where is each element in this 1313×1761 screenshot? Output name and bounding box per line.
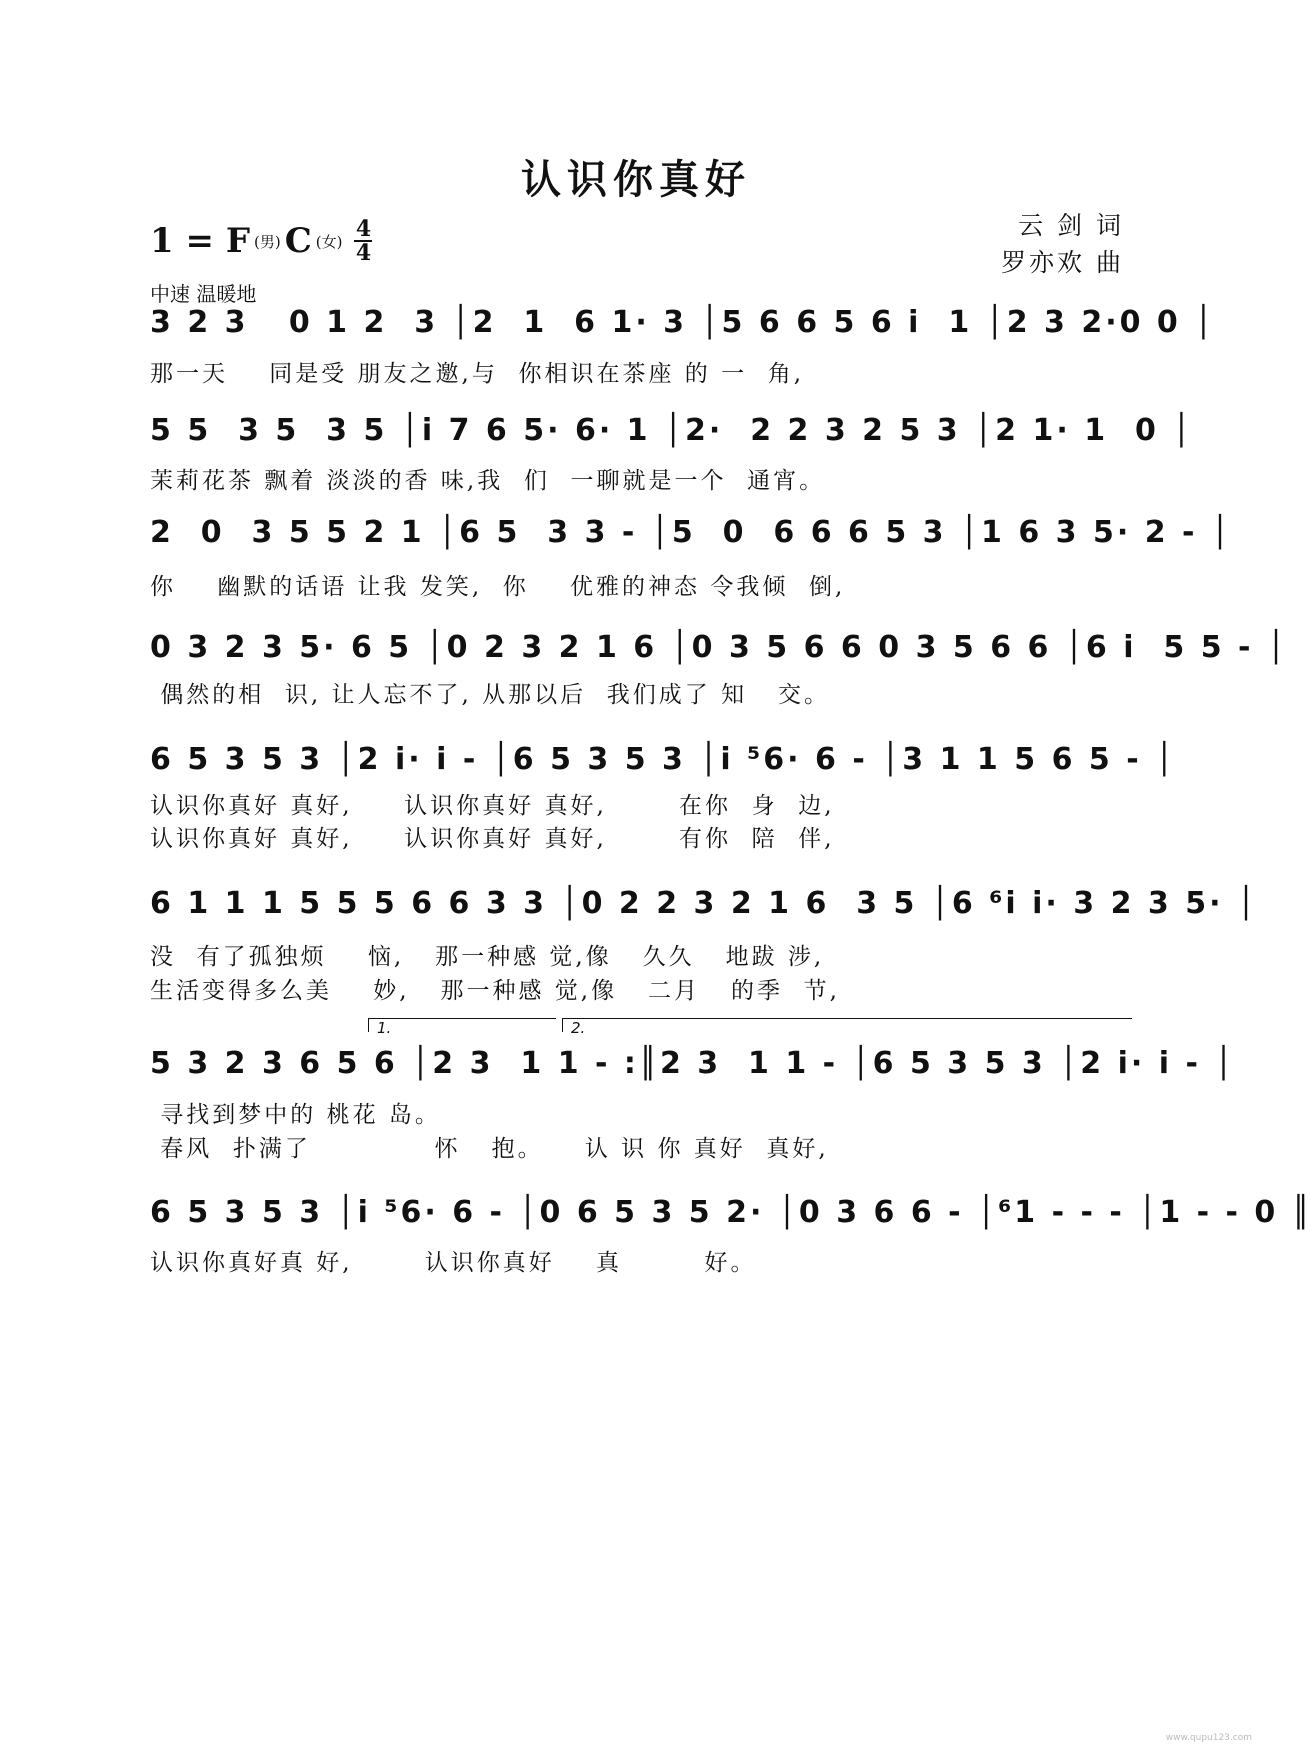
volta-first-ending: 1. [368, 1018, 556, 1032]
lyric-line-5a: 认识你真好 真好, 认识你真好 真好, 在你 身 边, [150, 793, 835, 819]
key-female-label: (女) [315, 232, 343, 251]
lyric-line-5b: 认识你真好 真好, 认识你真好 真好, 有你 陪 伴, [150, 826, 835, 852]
watermark: www.qupu123.com [1165, 1733, 1252, 1743]
key-prefix: 1 = F [150, 221, 250, 261]
lyric-line-2: 茉莉花茶 飘着 淡淡的香 味,我 们 一聊就是一个 通宵。 [150, 468, 826, 494]
lyric-line-6a: 没 有了孤独烦 恼, 那一种感 觉,像 久久 地跋 涉, [150, 944, 825, 970]
notation-line-5: 6 5 3 5 3 │2 i· i - │6 5 3 5 3 │i ⁵6· 6 - │3 1 1 5 6 5 - │ [150, 742, 1177, 777]
lyric-line-3: 你 幽默的话语 让我 发笑, 你 优雅的神态 令我倾 倒, [150, 574, 846, 600]
time-unit: 4 [355, 240, 372, 266]
notation-line-7: 5 3 2 3 6 5 6 │2 3 1 1 - :║2 3 1 1 - │6 5 3 5 3 │2 i· i - │ [150, 1046, 1236, 1081]
key-signature [150, 218, 372, 264]
lyric-line-4: 偶然的相 识, 让人忘不了, 从那以后 我们成了 知 交。 [150, 682, 831, 708]
volta-second-ending: 2. [562, 1018, 1132, 1032]
lyric-line-7a: 寻找到梦中的 桃花 岛。 [150, 1102, 441, 1128]
tempo-marking: 中速 温暖地 [150, 282, 257, 306]
notation-line-1: 3 2 3 0 1 2 3 │2 1 6 1· 3 │5 6 6 5 6 i 1 │2 3 2·0 0 │ [150, 305, 1216, 340]
lyric-line-7b: 春风 扑满了 怀 抱。 认 识 你 真好 真好, [150, 1136, 829, 1162]
notation-line-4: 0 3 2 3 5· 6 5 │0 2 3 2 1 6 │0 3 5 6 6 0 3 5 6 6 │6 i 5 5 - │ [150, 630, 1288, 665]
composer-credit: 罗亦欢 曲 [1001, 248, 1124, 277]
lyric-line-8: 认识你真好真 好, 认识你真好 真 好。 [150, 1250, 757, 1276]
lyricist-credit: 云 剑 词 [1018, 211, 1124, 240]
lyric-line-1: 那一天 同是受 朋友之邀,与 你相识在茶座 的 一 角, [150, 361, 805, 387]
lyric-line-6b: 生活变得多么美 妙, 那一种感 觉,像 二月 的季 节, [150, 978, 840, 1004]
song-title: 认识你真好 [521, 156, 751, 203]
notation-line-2: 5 5 3 5 3 5 │i 7 6 5· 6· 1 │2· 2 2 3 2 5 3 │2 1· 1 0 │ [150, 413, 1194, 448]
time-signature [354, 218, 372, 264]
notation-line-6: 6 1 1 1 5 5 5 6 6 3 3 │0 2 2 3 2 1 6 3 5 │6 ⁶i i· 3 2 3 5· │ [150, 886, 1258, 921]
notation-line-3: 2 0 3 5 5 2 1 │6 5 3 3 - │5 0 6 6 6 5 3 │1 6 3 5· 2 - │ [150, 515, 1232, 550]
key-alt: C [284, 221, 312, 261]
notation-line-8: 6 5 3 5 3 │i ⁵6· 6 - │0 6 5 3 5 2· │0 3 6 6 - │⁶1 - - - │1 - - 0 ║ [150, 1195, 1313, 1230]
time-beats: 4 [355, 216, 372, 242]
key-male-label: (男) [253, 232, 281, 251]
